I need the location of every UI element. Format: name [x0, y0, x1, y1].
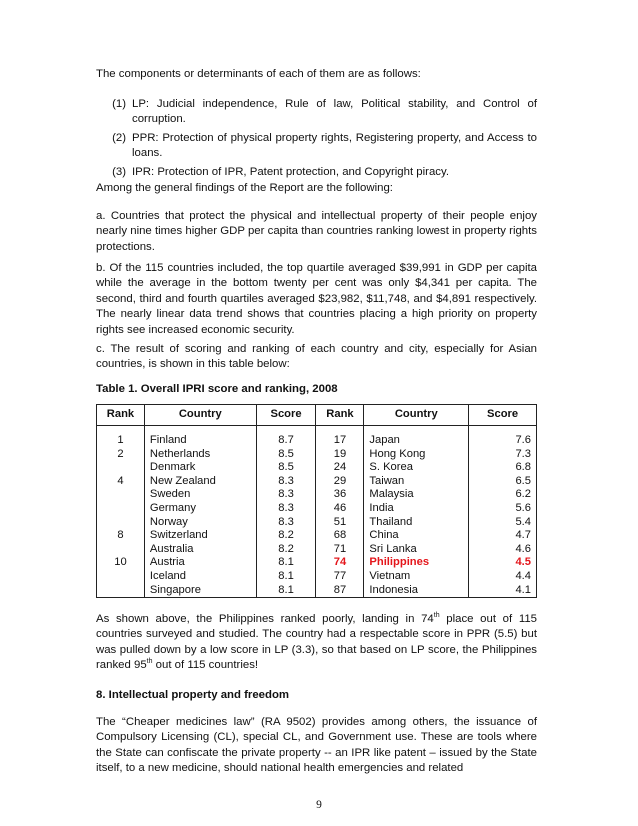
ordinal-suffix-2: th — [146, 658, 153, 666]
table-cell-s1: 8.2 — [256, 543, 316, 557]
table-cell-s1: 8.3 — [256, 516, 316, 530]
table-cell-c2: Thailand — [364, 516, 469, 530]
table-row — [97, 434, 537, 448]
table-cell-s1: 8.7 — [256, 434, 316, 448]
table-cell-r1 — [97, 584, 145, 598]
table-cell-r1: 4 — [97, 475, 145, 489]
table-cell-r1: 2 — [97, 448, 145, 462]
table-cell-r1: 10 — [97, 556, 145, 570]
component-item — [96, 165, 537, 180]
table-cell-r2: 87 — [316, 584, 364, 598]
after-table-text-2: place out of 115 countries surveyed and studied. The country had a respectable score in PPR (5.5) but was pulled down by a low score in LP (3.3), so that based on LP score, the Philippines ranked 95 — [96, 613, 537, 672]
table-cell-c1: Iceland — [144, 570, 256, 584]
table-cell-r1 — [97, 543, 145, 557]
after-table-text-3: out of 115 countries! — [152, 659, 259, 672]
table-cell-c2: Malaysia — [364, 488, 469, 502]
table-row — [97, 529, 537, 543]
table-cell-c1: Switzerland — [144, 529, 256, 543]
table-cell-r2: 74 — [316, 556, 364, 570]
table-row — [97, 488, 537, 502]
table-row — [97, 516, 537, 530]
table-cell-c1: Sweden — [144, 488, 256, 502]
after-table-text-1: As shown above, the Philippines ranked poorly, landing in 74 — [96, 613, 434, 625]
table-cell-r2: 24 — [316, 461, 364, 475]
table-cell-c1: Germany — [144, 502, 256, 516]
header-rank-2: Rank — [316, 405, 364, 426]
table-cell-r1 — [97, 461, 145, 475]
table-cell-s2: 6.5 — [469, 475, 537, 489]
table-cell-s2: 6.2 — [469, 488, 537, 502]
table-cell-r1 — [97, 570, 145, 584]
table-cell-s2: 7.6 — [469, 434, 537, 448]
table-cell-c2: Taiwan — [364, 475, 469, 489]
table-cell-s1: 8.3 — [256, 475, 316, 489]
ipri-table-wrap — [96, 404, 537, 598]
table-cell-r2: 77 — [316, 570, 364, 584]
component-item — [96, 131, 537, 162]
table-row — [97, 475, 537, 489]
table-cell-r2: 46 — [316, 502, 364, 516]
table-header-row — [97, 405, 537, 426]
table-cell-s1: 8.3 — [256, 502, 316, 516]
table-cell-r2: 19 — [316, 448, 364, 462]
table-row — [97, 502, 537, 516]
table-cell-r2: 68 — [316, 529, 364, 543]
table-cell-s1: 8.5 — [256, 461, 316, 475]
finding-a: a. Countries that protect the physical and intellectual property of their people enjoy nearly nine times higher GDP per capita than countries ranking lowest in property rights protections. — [96, 210, 537, 253]
header-score-1: Score — [256, 405, 316, 426]
component-text: LP: Judicial independence, Rule of law, Political stability, and Control of corruption. — [132, 98, 537, 126]
table-cell-r1: 8 — [97, 529, 145, 543]
table-cell-r2: 51 — [316, 516, 364, 530]
table-cell-c1: Finland — [144, 434, 256, 448]
component-text: IPR: Protection of IPR, Patent protection, and Copyright piracy. — [132, 165, 449, 178]
table-cell-c2: S. Korea — [364, 461, 469, 475]
table-cell-c1: Denmark — [144, 461, 256, 475]
component-number: (1) — [112, 98, 126, 110]
table-cell-c2: Indonesia — [364, 584, 469, 598]
section-paragraph: The “Cheaper medicines law” (RA 9502) provides among others, the issuance of Compulsory Licensing (CL), special CL, and Government use. These are tools where the State can confiscate the private property -- an IPR like patent – issued by the State itself, to a new medicine, should national health emergencies and related — [96, 716, 537, 775]
findings-intro: Among the general findings of the Report are the following: — [96, 182, 393, 194]
table-cell-s1: 8.1 — [256, 556, 316, 570]
table-cell-c2: Philippines — [364, 556, 469, 570]
table-cell-s2: 4.1 — [469, 584, 537, 598]
components-list — [96, 97, 537, 183]
component-text: PPR: Protection of physical property rights, Registering property, and Access to loans. — [132, 131, 537, 160]
table-cell-s1: 8.2 — [256, 529, 316, 543]
header-country-1: Country — [144, 405, 256, 426]
table-cell-s2: 4.4 — [469, 570, 537, 584]
table-cell-r1 — [97, 502, 145, 516]
table-cell-c1: Netherlands — [144, 448, 256, 462]
table-cell-s2: 4.6 — [469, 543, 537, 557]
table-cell-s2: 5.6 — [469, 502, 537, 516]
finding-c: c. The result of scoring and ranking of each country and city, especially for Asian countries, is shown in this table below: — [96, 343, 537, 371]
table-cell-s1: 8.1 — [256, 570, 316, 584]
table-row — [97, 556, 537, 570]
table-cell-r1 — [97, 516, 145, 530]
table-row — [97, 570, 537, 584]
table-cell-s2: 4.5 — [469, 556, 537, 570]
component-number: (3) — [112, 165, 126, 178]
table-cell-s2: 5.4 — [469, 516, 537, 530]
table-cell-r2: 36 — [316, 488, 364, 502]
table-title: Table 1. Overall IPRI score and ranking, 2008 — [96, 383, 338, 395]
table-cell-s2: 7.3 — [469, 448, 537, 462]
table-cell-c2: Vietnam — [364, 570, 469, 584]
table-cell-c1: Norway — [144, 516, 256, 530]
ipri-table — [96, 404, 537, 598]
table-cell-c1: Austria — [144, 556, 256, 570]
finding-b: b. Of the 115 countries included, the top quartile averaged $39,991 in GDP per capita while the average in the bottom twenty per cent was only $4,341 per capita. The second, third and fourth quartiles averaged $23,982, $11,748, and $4,891 respectively. The nearly linear data trend shows that countries placing a high priority on property rights see increased economic security. — [96, 262, 537, 336]
table-cell-c1: Australia — [144, 543, 256, 557]
table-cell-c2: India — [364, 502, 469, 516]
table-cell-r1: 1 — [97, 434, 145, 448]
table-cell-c2: Sri Lanka — [364, 543, 469, 557]
table-cell-r2: 17 — [316, 434, 364, 448]
table-row — [97, 543, 537, 557]
component-item — [96, 97, 537, 128]
table-cell-s1: 8.3 — [256, 488, 316, 502]
components-intro: The components or determinants of each of them are as follows: — [96, 68, 421, 80]
table-cell-s2: 4.7 — [469, 529, 537, 543]
table-cell-c1: New Zealand — [144, 475, 256, 489]
table-cell-c2: Japan — [364, 434, 469, 448]
ordinal-suffix-1: th — [433, 612, 440, 620]
section-heading: 8. Intellectual property and freedom — [96, 689, 290, 701]
component-number: (2) — [112, 131, 126, 144]
table-cell-r2: 71 — [316, 543, 364, 557]
table-cell-s2: 6.8 — [469, 461, 537, 475]
table-cell-c1: Singapore — [144, 584, 256, 598]
page-number: 9 — [316, 799, 322, 811]
table-row — [97, 584, 537, 598]
header-country-2: Country — [364, 405, 469, 426]
table-row — [97, 461, 537, 475]
table-cell-c2: Hong Kong — [364, 448, 469, 462]
table-row — [97, 448, 537, 462]
table-cell-s1: 8.1 — [256, 584, 316, 598]
table-cell-r2: 29 — [316, 475, 364, 489]
table-cell-c2: China — [364, 529, 469, 543]
table-cell-r1 — [97, 488, 145, 502]
after-table-paragraph — [96, 612, 537, 674]
header-rank-1: Rank — [97, 405, 145, 426]
header-score-2: Score — [469, 405, 537, 426]
table-cell-s1: 8.5 — [256, 448, 316, 462]
